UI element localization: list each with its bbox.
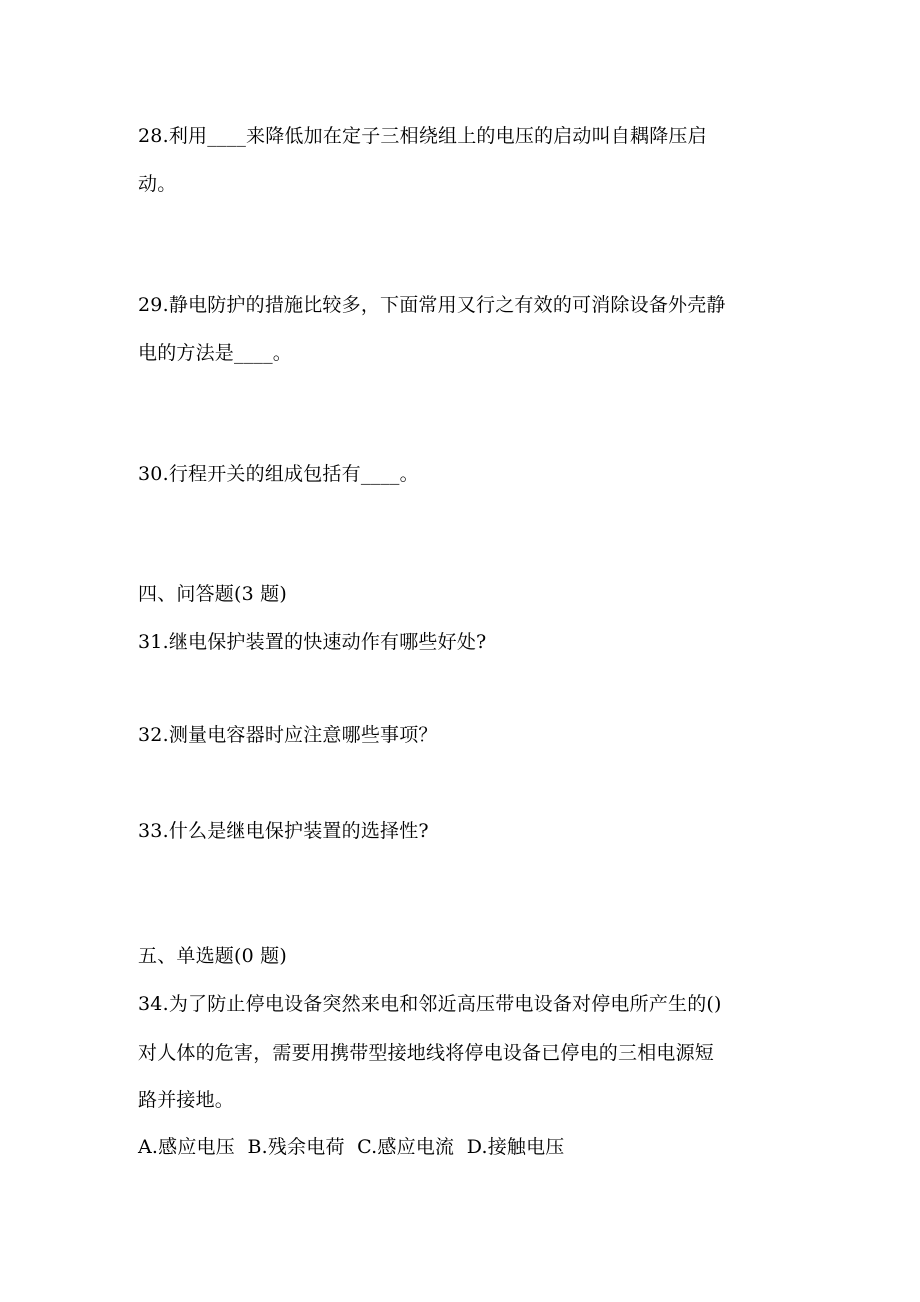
question-29-line-2: 电的方法是____。 [138, 342, 293, 364]
question-32: 32.测量电容器时应注意哪些事项？ [138, 724, 438, 746]
question-30-line-1: 30.行程开关的组成包括有____。 [138, 463, 419, 485]
question-34-line-3: 路并接地。 [138, 1089, 235, 1111]
question-34-line-2: 对人体的危害，需要用携带型接地线将停电设备已停电的三相电源短 [138, 1042, 715, 1064]
question-28-line-1: 28.利用____来降低加在定子三相绕组上的电压的启动叫自耦降压启 [138, 125, 707, 147]
question-33: 33.什么是继电保护装置的选择性? [138, 820, 429, 842]
question-29-line-1: 29.静电防护的措施比较多，下面常用又行之有效的可消除设备外壳静 [138, 294, 726, 316]
question-34-line-1: 34.为了防止停电设备突然来电和邻近高压带电设备对停电所产生的() [138, 993, 722, 1015]
question-34-options: A.感应电压 B.残余电荷 C.感应电流 D.接触电压 [138, 1136, 565, 1158]
section-5-heading: 五、单选题(0 题) [138, 945, 287, 967]
section-4-heading: 四、问答题(3 题) [138, 583, 287, 605]
question-28-line-2: 动。 [138, 173, 177, 195]
question-31: 31.继电保护装置的快速动作有哪些好处? [138, 631, 487, 653]
